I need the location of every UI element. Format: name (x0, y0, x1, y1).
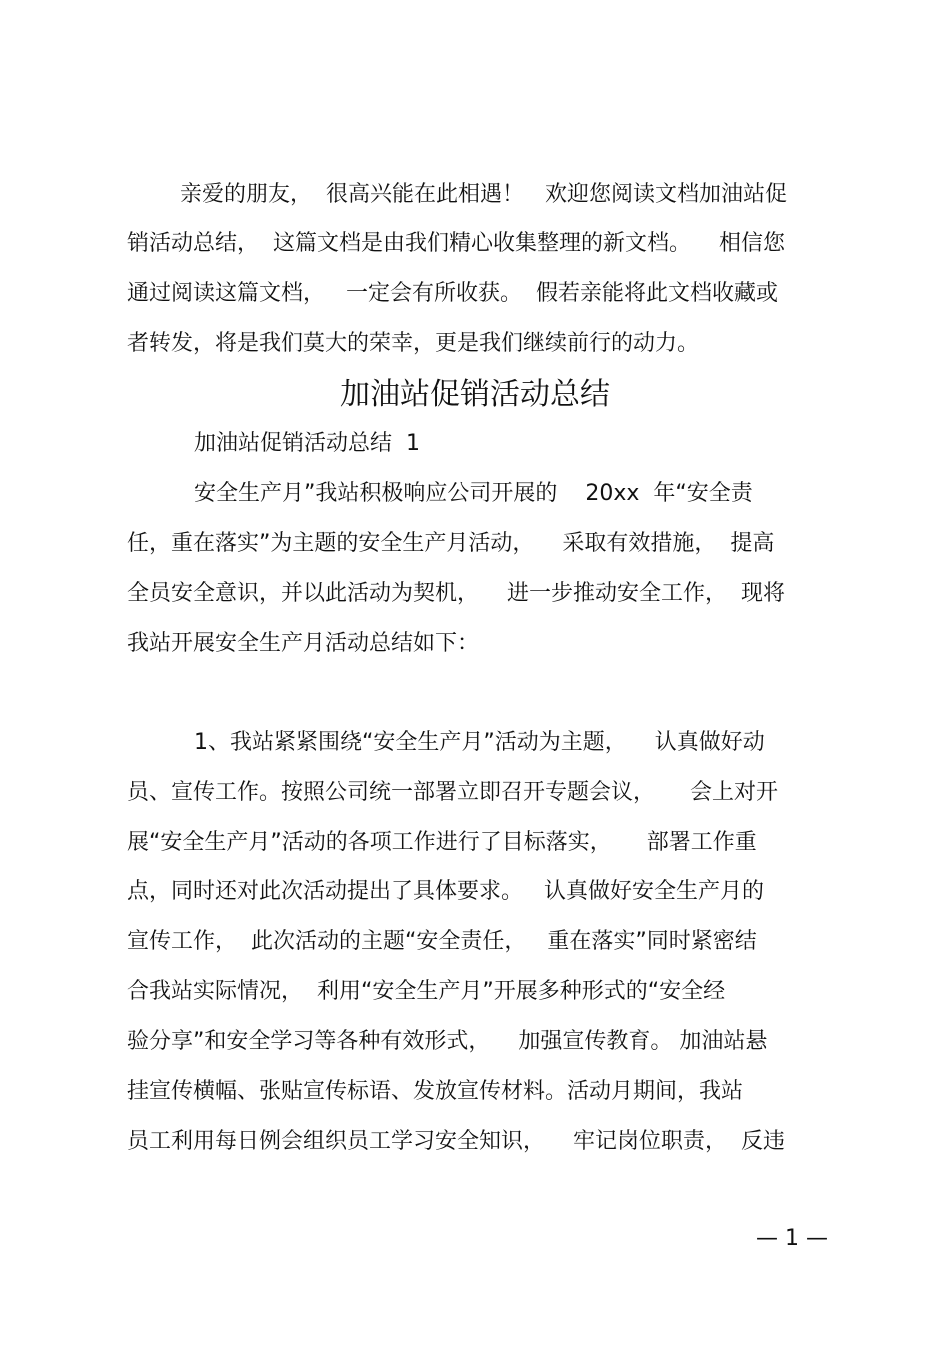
paragraph-line: 点，同时还对此次活动提出了具体要求。 认真做好安全生产月的 (127, 879, 764, 904)
intro-line-1: 亲爱的朋友， 很高兴能在此相遇！ 欢迎您阅读文档加油站促 (180, 182, 787, 207)
document-title: 加油站促销活动总结 (340, 377, 610, 412)
intro-line-3: 通过阅读这篇文档， 一定会有所收获。 假若亲能将此文档收藏或 (127, 281, 778, 306)
paragraph-line: 展“安全生产月”活动的各项工作进行了目标落实， 部署工作重 (127, 830, 757, 855)
page-number: — 1 — (756, 1226, 828, 1251)
paragraph-line: 合我站实际情况， 利用“安全生产月”开展多种形式的“安全经 (127, 979, 726, 1004)
paragraph-line: 验分享”和安全学习等各种有效形式， 加强宣传教育。 加油站悬 (127, 1029, 768, 1054)
intro-line-4: 者转发，将是我们莫大的荣幸，更是我们继续前行的动力。 (127, 331, 700, 356)
paragraph-line: 员、宣传工作。按照公司统一部署立即召开专题会议， 会上对开 (127, 780, 778, 805)
paragraph-line: 任，重在落实”为主题的安全生产月活动， 采取有效措施， 提高 (127, 531, 775, 556)
paragraph-line: 全员安全意识，并以此活动为契机， 进一步推动安全工作， 现将 (127, 581, 785, 606)
paragraph-line: 1、我站紧紧围绕“安全生产月”活动为主题， 认真做好动 (194, 730, 765, 755)
intro-line-2: 销活动总结， 这篇文档是由我们精心收集整理的新文档。 相信您 (127, 231, 785, 256)
paragraph-line: 我站开展安全生产月活动总结如下： (127, 631, 480, 656)
paragraph-line: 宣传工作， 此次活动的主题“安全责任， 重在落实”同时紧密结 (127, 929, 757, 954)
document-subtitle: 加油站促销活动总结 1 (194, 431, 420, 456)
paragraph-line: 员工利用每日例会组织员工学习安全知识， 牢记岗位职责， 反违 (127, 1129, 785, 1154)
paragraph-line: 安全生产月”我站积极响应公司开展的 20xx 年“安全责 (194, 481, 753, 506)
paragraph-line: 挂宣传横幅、张贴宣传标语、发放宣传材料。活动月期间，我站 (127, 1079, 744, 1104)
